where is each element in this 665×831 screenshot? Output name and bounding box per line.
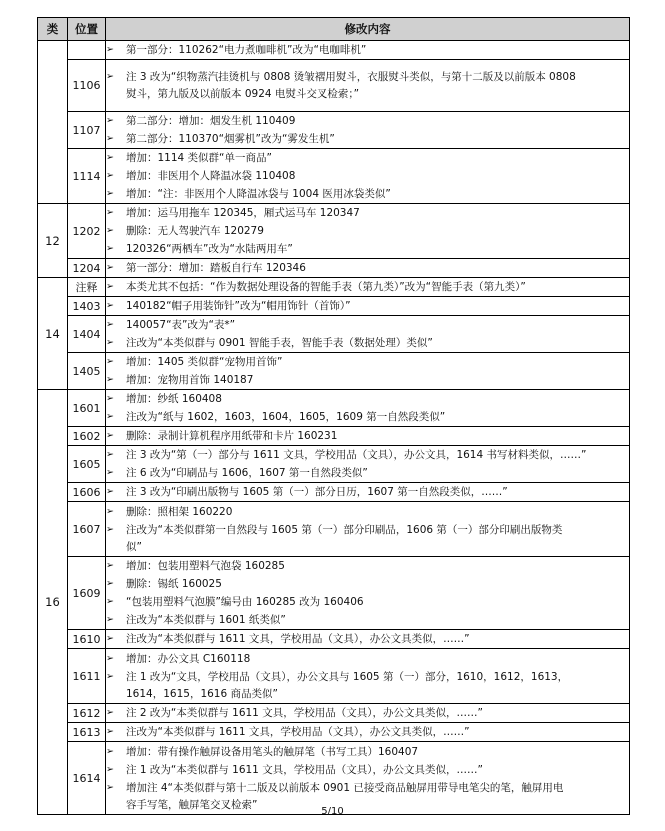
table-row [38, 649, 630, 704]
content-cell [106, 446, 630, 483]
content-cell [106, 742, 630, 815]
table-row [38, 259, 630, 278]
table-row [38, 60, 630, 112]
position-cell: 1404 [68, 316, 106, 353]
content-line [106, 593, 629, 611]
content-cell [106, 60, 630, 112]
content-text: 似” [126, 540, 142, 553]
content-line [106, 222, 629, 240]
position-cell: 1612 [68, 704, 106, 723]
content-line [106, 446, 629, 464]
content-text: 注改为“本类似群与 1611 文具，学校用品（文具），办公文具类似，……” [126, 726, 470, 738]
table-row [38, 446, 630, 483]
arrow-bullet-icon: ➢ [106, 170, 114, 181]
content-cell [106, 259, 630, 278]
content-text: 注 3 改为“织物蒸汽挂烫机与 0808 烫皱褶用熨斗，衣服熨斗类似，与第十二版及以前版本 0808 [126, 71, 576, 83]
position-cell: 注释 [68, 278, 106, 297]
content-text: 140057“表”改为“表*” [126, 319, 236, 331]
table-row [38, 297, 630, 316]
content-text: 删除：无人驾驶汽车 120279 [126, 225, 264, 237]
content-text: 第一部分：110262“电力煮咖啡机”改为“电咖啡机” [126, 44, 367, 56]
content-line [106, 464, 629, 482]
content-line [106, 557, 629, 575]
table-row [38, 742, 630, 815]
content-line [106, 408, 629, 426]
content-cell [106, 112, 630, 149]
content-line [106, 185, 629, 203]
position-cell: 1610 [68, 630, 106, 649]
content-line [106, 390, 629, 408]
arrow-bullet-icon: ➢ [106, 486, 114, 497]
arrow-bullet-icon: ➢ [106, 596, 114, 607]
content-line [106, 130, 629, 148]
arrow-bullet-icon: ➢ [106, 152, 114, 163]
table-row [38, 630, 630, 649]
content-line [106, 259, 629, 277]
content-line [106, 204, 629, 222]
header-position: 位置 [68, 18, 106, 41]
content-line [106, 503, 629, 521]
content-cell [106, 41, 630, 60]
position-cell: 1605 [68, 446, 106, 483]
content-text: 增加：运马用拖车 120345，厢式运马车 120347 [126, 207, 360, 219]
arrow-bullet-icon: ➢ [106, 411, 114, 422]
arrow-bullet-icon: ➢ [106, 505, 114, 517]
position-cell: 1403 [68, 297, 106, 316]
content-text: 容手写笔，触屏笔交叉检索” [126, 798, 258, 811]
content-line [106, 779, 629, 797]
content-text: 增加：宠物用首饰 140187 [126, 374, 254, 386]
arrow-bullet-icon: ➢ [106, 523, 114, 535]
position-cell: 1602 [68, 427, 106, 446]
content-line [106, 240, 629, 258]
content-line [106, 539, 629, 556]
content-text: 增加：办公文具 C160118 [126, 652, 251, 665]
content-text: 注改为“本类似群与 1611 文具，学校用品（文具），办公文具类似，……” [126, 633, 470, 645]
arrow-bullet-icon: ➢ [106, 188, 114, 199]
content-text: 注改为“本类似群与 1601 纸类似” [126, 614, 286, 626]
content-text: 增加：纱纸 160408 [126, 393, 222, 405]
content-text: 熨斗，第九版及以前版本 0924 电熨斗交叉检索；” [126, 88, 360, 100]
content-line [106, 761, 629, 779]
content-text: 注 1 改为“本类似群与 1611 文具，学校用品（文具），办公文具类似，……” [126, 763, 483, 776]
content-line [106, 723, 629, 741]
arrow-bullet-icon: ➢ [106, 560, 114, 571]
content-text: “包装用塑料气泡膜”编号由 160285 改为 160406 [126, 596, 364, 608]
content-text: 注改为“纸与 1602，1603，1604，1605，1609 第一自然段类似” [126, 411, 446, 423]
position-cell: 1606 [68, 483, 106, 502]
content-line [106, 41, 629, 59]
content-line [106, 575, 629, 593]
arrow-bullet-icon: ➢ [106, 633, 114, 644]
arrow-bullet-icon: ➢ [106, 337, 114, 348]
table-row [38, 483, 630, 502]
content-line [106, 483, 629, 501]
arrow-bullet-icon: ➢ [106, 300, 114, 311]
content-line [106, 704, 629, 722]
content-cell [106, 723, 630, 742]
content-line [106, 353, 629, 371]
position-cell: 1107 [68, 112, 106, 149]
table-row [38, 41, 630, 60]
content-text: 本类尤其不包括：“作为数据处理设备的智能手表（第九类）”改为“智能手表（第九类）” [126, 281, 526, 293]
content-line [106, 334, 629, 352]
content-cell [106, 502, 630, 557]
content-text: 增加：带有操作触屏设备用笔头的触屏笔（书写工具）160407 [126, 745, 419, 758]
content-text: 注 2 改为“本类似群与 1611 文具，学校用品（文具），办公文具类似，……” [126, 707, 483, 719]
arrow-bullet-icon: ➢ [106, 243, 114, 254]
content-cell [106, 204, 630, 259]
arrow-bullet-icon: ➢ [106, 393, 114, 404]
arrow-bullet-icon: ➢ [106, 652, 114, 664]
arrow-bullet-icon: ➢ [106, 71, 114, 82]
content-text: 删除：锡纸 160025 [126, 578, 222, 590]
table-row [38, 316, 630, 353]
content-line [106, 86, 629, 103]
arrow-bullet-icon: ➢ [106, 467, 114, 478]
content-text: 增加：1114 类似群“单一商品” [126, 152, 272, 164]
position-cell: 1202 [68, 204, 106, 259]
arrow-bullet-icon: ➢ [106, 430, 114, 441]
content-cell [106, 557, 630, 630]
table-row [38, 149, 630, 204]
changes-table [37, 17, 630, 815]
content-cell [106, 704, 630, 723]
content-text: 增加：包装用塑料气泡袋 160285 [126, 560, 285, 572]
content-line [106, 167, 629, 185]
content-text: 注 3 改为“印刷出版物与 1605 第（一）部分日历，1607 第一自然段类似，……” [126, 486, 508, 498]
arrow-bullet-icon: ➢ [106, 225, 114, 236]
page-number: 5/10 [321, 806, 344, 817]
content-text: 注 3 改为“第（一）部分与 1611 文具，学校用品（文具），办公文具，1614 书写材料类似，……” [126, 449, 587, 461]
arrow-bullet-icon: ➢ [106, 374, 114, 385]
header-content: 修改内容 [106, 18, 630, 41]
position-cell: 1609 [68, 557, 106, 630]
content-text: 注改为“本类似群与 0901 智能手表，智能手表（数据处理）类似” [126, 337, 433, 349]
content-text: 第一部分：增加：踏板自行车 120346 [126, 262, 306, 274]
content-text: 1614，1615，1616 商品类似” [126, 687, 278, 700]
category-cell [38, 41, 68, 204]
arrow-bullet-icon: ➢ [106, 763, 114, 775]
position-cell: 1405 [68, 353, 106, 390]
position-cell: 1601 [68, 390, 106, 427]
arrow-bullet-icon: ➢ [106, 133, 114, 144]
category-cell: 14 [38, 278, 68, 390]
content-cell [106, 390, 630, 427]
table-row [38, 427, 630, 446]
arrow-bullet-icon: ➢ [106, 707, 114, 718]
content-text: 增加：非医用个人降温冰袋 110408 [126, 170, 296, 182]
content-text: 第二部分：110370“烟雾机”改为“雾发生机” [126, 133, 335, 145]
content-text: 120326“两栖车”改为“水陆两用车” [126, 243, 293, 255]
arrow-bullet-icon: ➢ [106, 356, 114, 367]
table-row [38, 204, 630, 259]
content-text: 140182“帽子用装饰针”改为“帽用饰针（首饰）” [126, 300, 351, 312]
content-line [106, 371, 629, 389]
table-row [38, 278, 630, 297]
arrow-bullet-icon: ➢ [106, 781, 114, 793]
content-cell [106, 278, 630, 297]
arrow-bullet-icon: ➢ [106, 578, 114, 589]
table-row [38, 353, 630, 390]
content-line [106, 112, 629, 130]
header-row [38, 18, 630, 41]
category-cell: 16 [38, 390, 68, 815]
content-line [106, 68, 629, 86]
content-text: 删除：录制计算机程序用纸带和卡片 160231 [126, 430, 338, 442]
content-text: 注 6 改为“印刷品与 1606，1607 第一自然段类似” [126, 467, 368, 479]
content-line [106, 611, 629, 629]
content-line [106, 668, 629, 686]
position-cell: 1106 [68, 60, 106, 112]
arrow-bullet-icon: ➢ [106, 745, 114, 757]
arrow-bullet-icon: ➢ [106, 115, 114, 126]
table-row [38, 723, 630, 742]
content-cell [106, 630, 630, 649]
content-text: 增加：“注：非医用个人降温冰袋与 1004 医用冰袋类似” [126, 188, 391, 200]
content-cell [106, 149, 630, 204]
arrow-bullet-icon: ➢ [106, 726, 114, 737]
arrow-bullet-icon: ➢ [106, 319, 114, 330]
category-cell: 12 [38, 204, 68, 278]
arrow-bullet-icon: ➢ [106, 44, 114, 55]
content-line [106, 743, 629, 761]
table-row [38, 557, 630, 630]
content-cell [106, 316, 630, 353]
content-cell [106, 297, 630, 316]
table-row [38, 112, 630, 149]
content-text: 第二部分：增加：烟发生机 110409 [126, 115, 296, 127]
position-cell [68, 41, 106, 60]
position-cell: 1613 [68, 723, 106, 742]
content-cell [106, 483, 630, 502]
content-line [106, 521, 629, 539]
table-row [38, 704, 630, 723]
arrow-bullet-icon: ➢ [106, 614, 114, 625]
content-cell [106, 353, 630, 390]
content-cell [106, 427, 630, 446]
header-category: 类 [38, 18, 68, 41]
arrow-bullet-icon: ➢ [106, 449, 114, 460]
content-line [106, 650, 629, 668]
content-line [106, 278, 629, 296]
arrow-bullet-icon: ➢ [106, 281, 114, 292]
content-cell [106, 649, 630, 704]
content-text: 删除：照相架 160220 [126, 505, 233, 518]
position-cell: 1611 [68, 649, 106, 704]
content-line [106, 686, 629, 703]
content-line [106, 427, 629, 445]
arrow-bullet-icon: ➢ [106, 207, 114, 218]
table-row [38, 390, 630, 427]
position-cell: 1204 [68, 259, 106, 278]
position-cell: 1114 [68, 149, 106, 204]
position-cell: 1614 [68, 742, 106, 815]
content-line [106, 297, 629, 315]
content-line [106, 630, 629, 648]
table-row [38, 502, 630, 557]
content-text: 注 1 改为“文具，学校用品（文具），办公文具与 1605 第（一）部分，1610，1612，1613， [126, 670, 569, 683]
arrow-bullet-icon: ➢ [106, 262, 114, 273]
content-text: 注改为“本类似群第一自然段与 1605 第（一）部分印刷品，1606 第（一）部分印刷出版物类 [126, 523, 563, 536]
position-cell: 1607 [68, 502, 106, 557]
content-line [106, 316, 629, 334]
content-text: 增加注 4“本类似群与第十二版及以前版本 0901 已接受商品触屏用带导电笔尖的笔，触屏用电 [126, 781, 564, 794]
content-text: 增加：1405 类似群“宠物用首饰” [126, 356, 283, 368]
content-line [106, 149, 629, 167]
arrow-bullet-icon: ➢ [106, 670, 114, 682]
